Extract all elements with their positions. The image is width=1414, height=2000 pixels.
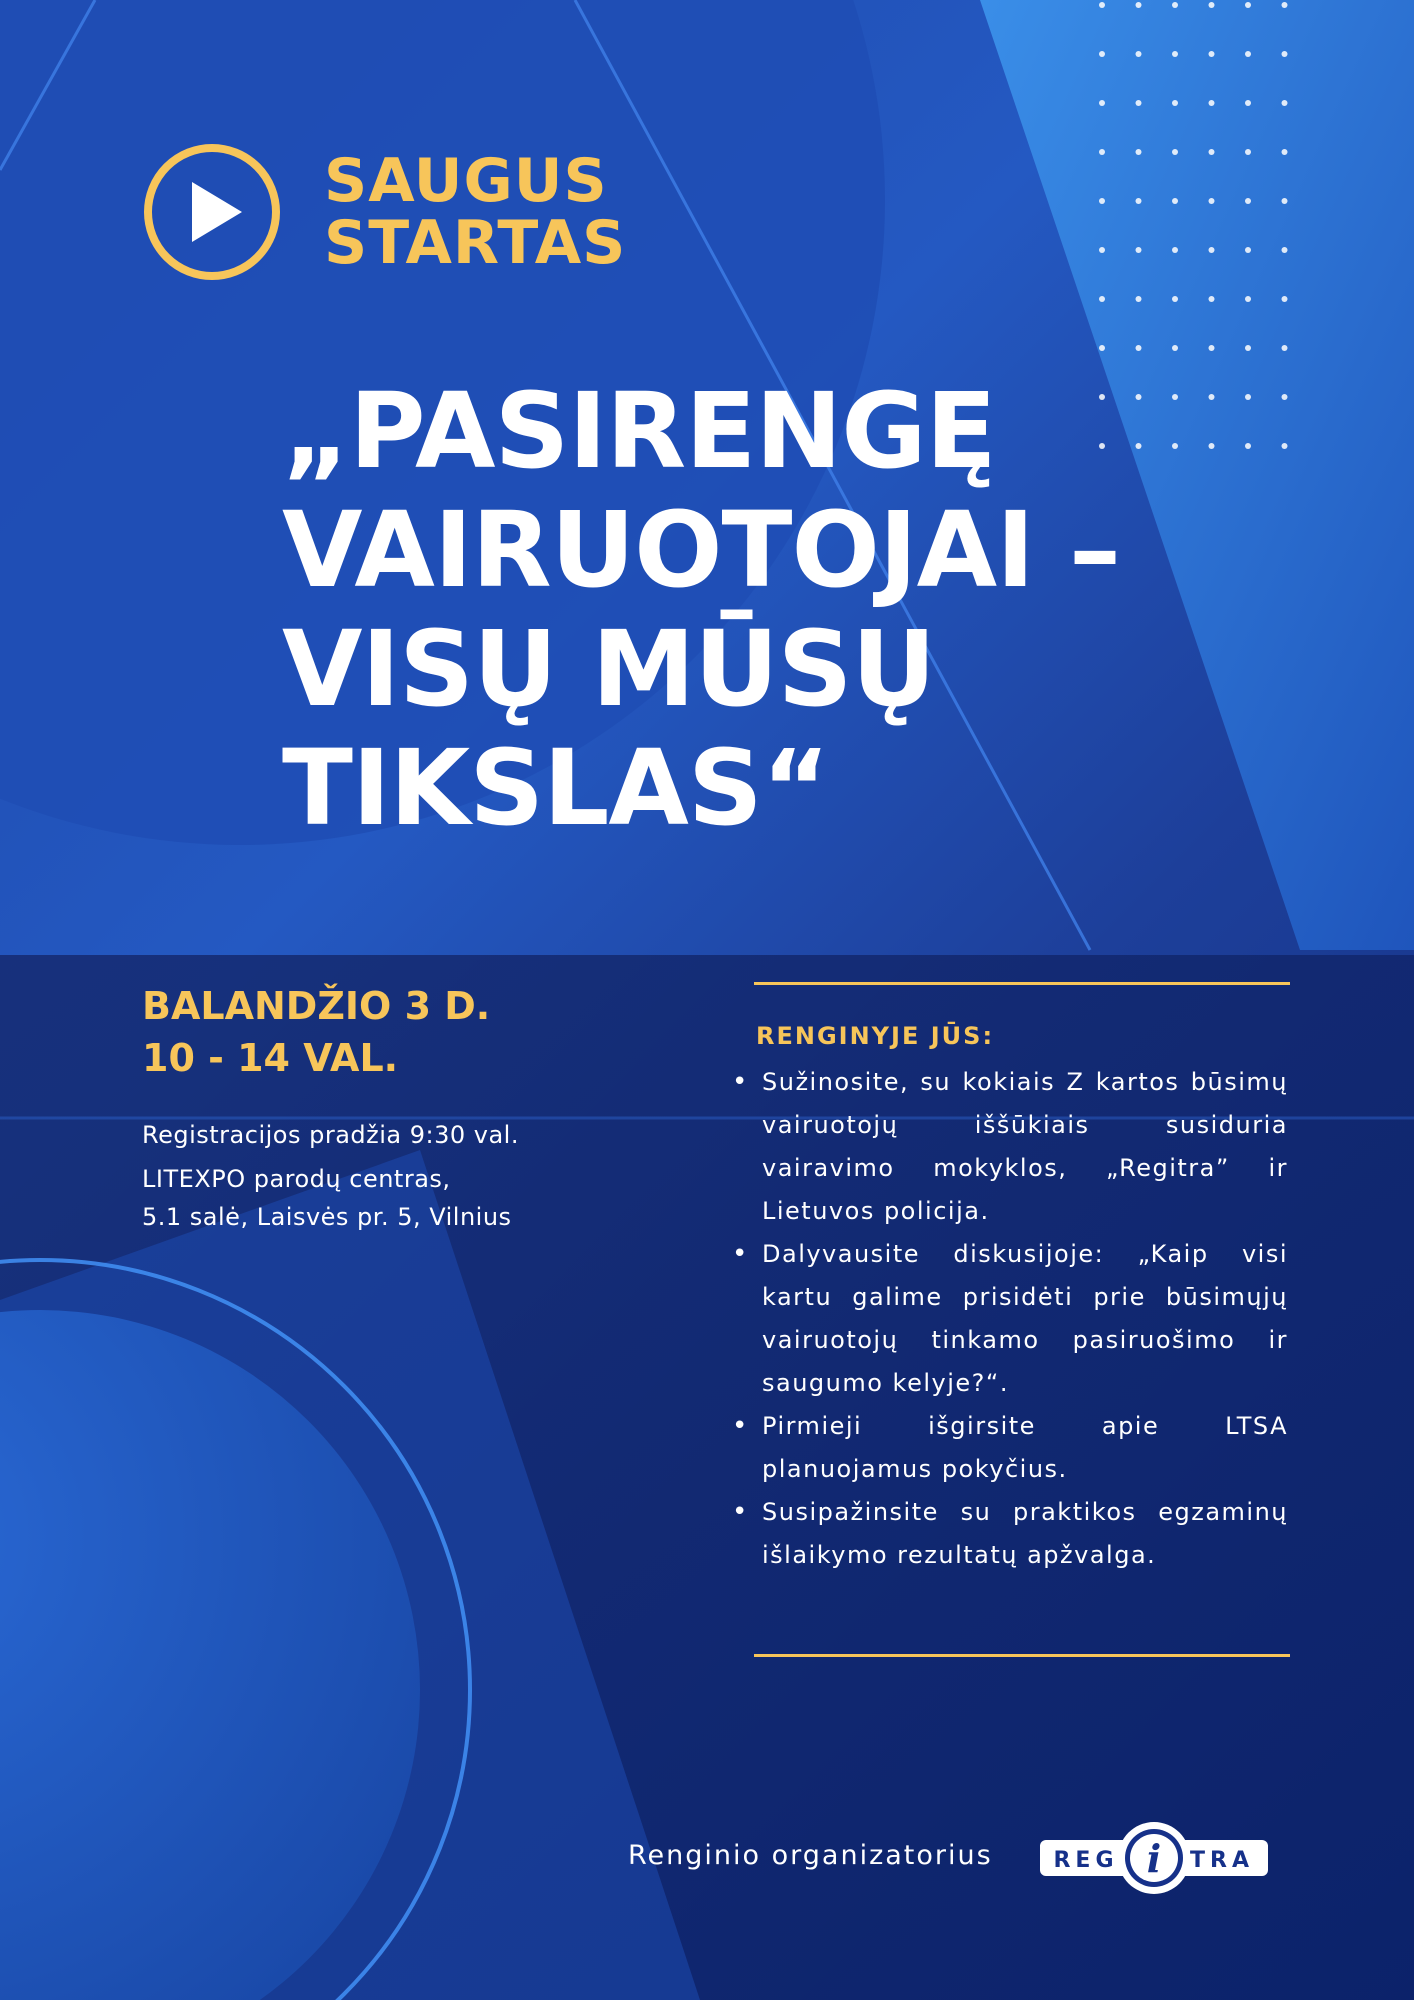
grid-dot <box>1099 345 1105 351</box>
event-date-time <box>142 980 490 1084</box>
grid-dot <box>1282 247 1288 253</box>
venue-line-2: 5.1 salė, Laisvės pr. 5, Vilnius <box>142 1203 512 1231</box>
grid-dot <box>1099 100 1105 106</box>
grid-dot <box>1282 345 1288 351</box>
regitra-logo-mid: i <box>1146 1836 1162 1881</box>
grid-dot <box>1282 100 1288 106</box>
agenda-item: • Sužinosite, su kokiais Z kartos būsimų vairuotojų iššūkiais susiduria vairavimo mokyklos, „Regitra” ir Lietuvos policija. <box>762 1061 1288 1233</box>
agenda-item: • Susipažinsite su praktikos egzaminų išlaikymo rezultatų apžvalga. <box>762 1491 1288 1577</box>
grid-dot <box>1172 51 1178 57</box>
grid-dot <box>1172 149 1178 155</box>
agenda-title: RENGINYJE JŪS: <box>756 1022 995 1050</box>
grid-dot <box>1282 394 1288 400</box>
grid-dot <box>1245 51 1251 57</box>
grid-dot <box>1282 296 1288 302</box>
grid-dot <box>1136 149 1142 155</box>
grid-dot <box>1209 2 1215 8</box>
regitra-logo <box>1038 1818 1270 1898</box>
logo-line-2: STARTAS <box>324 208 627 278</box>
logo-line-1: SAUGUS <box>324 146 608 216</box>
grid-dot <box>1172 2 1178 8</box>
grid-dot <box>1099 2 1105 8</box>
grid-dot <box>1282 443 1288 449</box>
logo-text <box>324 146 627 278</box>
bullet-icon: • <box>732 1411 749 1441</box>
grid-dot <box>1282 149 1288 155</box>
grid-dot <box>1282 198 1288 204</box>
grid-dot <box>1172 100 1178 106</box>
grid-dot <box>1099 198 1105 204</box>
grid-dot <box>1099 247 1105 253</box>
grid-dot <box>1172 198 1178 204</box>
grid-dot <box>1209 51 1215 57</box>
grid-dot <box>1136 296 1142 302</box>
grid-dot <box>1136 51 1142 57</box>
grid-dot <box>1099 149 1105 155</box>
venue-line-1: LITEXPO parodų centras, <box>142 1165 451 1193</box>
grid-dot <box>1282 2 1288 8</box>
grid-dot <box>1245 100 1251 106</box>
grid-dot <box>1136 198 1142 204</box>
bullet-icon: • <box>732 1067 749 1097</box>
agenda-item: • Pirmieji išgirsite apie LTSA planuojamus pokyčius. <box>762 1405 1288 1491</box>
grid-dot <box>1245 149 1251 155</box>
grid-dot <box>1136 345 1142 351</box>
bullet-icon: • <box>732 1497 749 1527</box>
grid-dot <box>1136 247 1142 253</box>
event-date: BALANDŽIO 3 D. <box>142 984 491 1028</box>
grid-dot <box>1172 296 1178 302</box>
grid-dot <box>1209 296 1215 302</box>
bullet-icon: • <box>732 1239 749 1269</box>
grid-dot <box>1209 247 1215 253</box>
grid-dot <box>1136 100 1142 106</box>
headline-line-3: VISŲ MŪSŲ <box>282 608 936 730</box>
organizer-label: Renginio organizatorius <box>628 1840 993 1871</box>
headline-line-1: „PASIRENGĘ <box>282 370 996 492</box>
grid-dot <box>1245 345 1251 351</box>
grid-dot <box>1245 247 1251 253</box>
grid-dot <box>1245 198 1251 204</box>
grid-dot <box>1209 198 1215 204</box>
grid-dot <box>1245 2 1251 8</box>
event-time: 10 - 14 VAL. <box>142 1036 399 1080</box>
agenda-list <box>732 1061 1288 1577</box>
grid-dot <box>1245 296 1251 302</box>
divider-top <box>754 982 1290 985</box>
grid-dot <box>1282 51 1288 57</box>
registration-time: Registracijos pradžia 9:30 val. <box>142 1121 519 1149</box>
agenda-item: • Dalyvausite diskusijoje: „Kaip visi kartu galime prisidėti prie būsimųjų vairuotojų tinkamo pasiruošimo ir saugumo kelyje?“. <box>762 1233 1288 1405</box>
grid-dot <box>1099 51 1105 57</box>
grid-dot <box>1209 149 1215 155</box>
headline-line-4: TIKSLAS“ <box>282 727 830 849</box>
grid-dot <box>1136 2 1142 8</box>
grid-dot <box>1209 345 1215 351</box>
headline <box>282 372 1282 848</box>
headline-line-2: VAIRUOTOJAI – <box>282 489 1120 611</box>
grid-dot <box>1172 345 1178 351</box>
grid-dot <box>1209 100 1215 106</box>
divider-bottom <box>754 1654 1290 1657</box>
regitra-logo-left: REG <box>1053 1848 1119 1873</box>
saugus-startas-logo <box>142 142 626 282</box>
event-info <box>142 1116 519 1236</box>
play-circle-icon <box>142 142 282 282</box>
grid-dot <box>1172 247 1178 253</box>
regitra-logo-right: TRA <box>1190 1848 1254 1873</box>
grid-dot <box>1099 296 1105 302</box>
